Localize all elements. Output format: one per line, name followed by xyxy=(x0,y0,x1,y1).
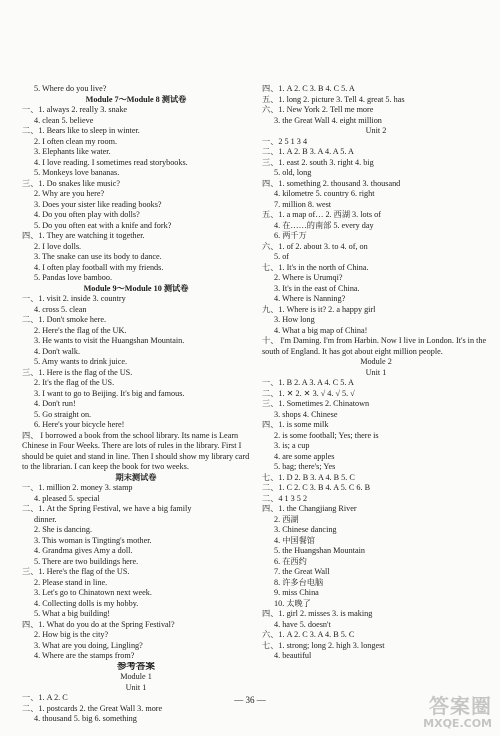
answer-line: 9. miss China xyxy=(274,588,319,597)
answer-line: 四、1. is some milk xyxy=(262,420,329,429)
answer-line: 4. Collecting dolls is my hobby. xyxy=(34,598,139,608)
answer-line: Unit 1 xyxy=(125,682,147,692)
answer-line: Unit 2 xyxy=(365,126,387,135)
answer-line: 4. clean 5. believe xyxy=(34,115,94,125)
answer-line: 七、1. strong; long 2. high 3. longest xyxy=(262,640,385,650)
answer-line: 5. What a big building! xyxy=(34,609,111,618)
answer-line: 4. cross 5. clean xyxy=(34,304,87,314)
answer-line: Module 2 xyxy=(360,357,392,366)
answer-line: 一、1. always 2. really 3. snake xyxy=(22,105,128,114)
answer-line: 4. 中国餐馆 xyxy=(274,535,315,545)
answer-line: 3. How long xyxy=(274,315,315,324)
answer-line: 三、1. east 2. south 3. right 4. big xyxy=(262,157,374,167)
answer-line: 3. He wants to visit the Huangshan Mountain. xyxy=(34,336,185,345)
answer-line: 4. are some apples xyxy=(274,451,335,461)
answer-line: 2. 西湖 xyxy=(274,514,299,524)
answer-line: 2. How big is the city? xyxy=(34,630,109,639)
answer-line: 3. Let's go to Chinatown next week. xyxy=(34,588,152,597)
answer-line: 四、1. They are watching it together. xyxy=(22,231,145,240)
answer-line: 二、1. postcards 2. the Great Wall 3. more xyxy=(22,703,163,713)
answer-line: 7. million 8. west xyxy=(274,199,332,209)
answer-line: Module 9～Module 10 测试卷 xyxy=(83,283,189,293)
answer-line: 二、1. A 2. B 3. A 4. A 5. A xyxy=(262,147,354,156)
page-number: — 36 — xyxy=(234,695,266,705)
answer-line: 4. beautiful xyxy=(274,651,312,660)
answer-line: 六、1. of 2. about 3. to 4. of, on xyxy=(262,241,368,251)
answer-line: 四、1. something 2. thousand 3. thousand xyxy=(262,178,401,188)
watermark-logo xyxy=(414,690,496,730)
answer-line: 十、 I'm Daming. I'm from Harbin. Now I live in London. It's in the south of England. It has got about eight million people. xyxy=(262,336,487,356)
answer-line: 5. Where do you live? xyxy=(34,84,107,93)
answer-line: 二、1. At the Spring Festival, we have a big family xyxy=(22,504,192,513)
answer-line: 三、1. Here's the flag of the US. xyxy=(22,567,130,576)
answer-line: 四、 I borrowed a book from the school library. Its name is Learn Chinese in Four Weeks. There are lots of rules in the library. First I should be quiet and stand in line. Then I should show my library card to the librarian. I can keep the book for two weeks. xyxy=(22,430,250,471)
answer-line: 3. I want to go to Beijing. It's big and famous. xyxy=(34,388,185,398)
answer-line: Module 7～Module 8 测试卷 xyxy=(85,94,187,104)
answer-line: 2. Here's the flag of the UK. xyxy=(34,325,127,335)
answer-line: 3. Elephants like water. xyxy=(34,147,111,156)
answer-line: 5. Amy wants to drink juice. xyxy=(34,357,128,366)
answer-line: 四、1. A 2. C 3. B 4. C 5. A xyxy=(262,84,355,93)
answer-line: 3. This woman is Tingting's mother. xyxy=(34,535,152,545)
left-column xyxy=(22,84,250,725)
answer-line: 4. Grandma gives Amy a doll. xyxy=(34,546,133,555)
answer-line: 5. There are two buildings here. xyxy=(34,556,139,566)
answer-line: 四、1. What do you do at the Spring Festival? xyxy=(22,619,175,629)
answer-line: 10. 太晚了 xyxy=(274,598,311,608)
answer-line: 4. have 5. doesn't xyxy=(274,619,331,629)
answer-line: 2. It's the flag of the US. xyxy=(34,378,115,387)
answer-line: 4. Where is Nanning? xyxy=(274,294,346,303)
answer-line: 五、1. a map of… 2. 西湖 3. lots of xyxy=(262,210,381,219)
answer-line: 三、1. Do snakes like music? xyxy=(22,178,121,188)
answer-line: 三、1. Here is the flag of the US. xyxy=(22,367,133,377)
answer-line: 四、1. girl 2. misses 3. is making xyxy=(262,609,373,618)
answer-line: 一、1. visit 2. inside 3. country xyxy=(22,294,126,303)
answer-line: 3. shops 4. Chinese xyxy=(274,409,338,419)
answer-line: 4. thousand 5. big 6. something xyxy=(34,714,137,723)
answer-line: 5. Monkeys love bananas. xyxy=(34,168,120,177)
answer-line: 7. the Great Wall xyxy=(274,567,330,576)
answer-line: 3. It's in the east of China. xyxy=(274,283,360,293)
answer-line: 4. pleased 5. special xyxy=(34,493,100,503)
answer-line: 4. Where are the stamps from? xyxy=(34,651,135,660)
answer-line: 3. is; a cup xyxy=(274,441,310,450)
answer-line: 2. Why are you here? xyxy=(34,189,105,198)
answer-line: 5. bag; there's; Yes xyxy=(274,462,336,471)
answer-line: 4. Don't walk. xyxy=(34,346,81,356)
answer-line: 四、1. the Changjiang River xyxy=(262,504,357,513)
answer-line: 5. old, long xyxy=(274,168,312,177)
answer-line: 4. What a big map of China! xyxy=(274,325,368,335)
answer-line: 3. Does your sister like reading books? xyxy=(34,199,162,209)
watermark-text: 答案圈 xyxy=(429,694,492,718)
answer-line: 8. 许多台电脑 xyxy=(274,577,324,587)
answer-line: 3. The snake can use its body to dance. xyxy=(34,252,162,261)
answer-line: 4. I love reading. I sometimes read storybooks. xyxy=(34,157,188,167)
answer-line: 2. Please stand in line. xyxy=(34,577,108,587)
answer-line: 一、2 5 1 3 4 xyxy=(262,136,308,146)
answer-line: 一、1. A 2. C xyxy=(22,693,68,702)
answer-line: 3. What are you doing, Lingling? xyxy=(34,640,143,650)
answer-line: 5. Do you often eat with a knife and fork? xyxy=(34,220,172,230)
answer-line: 二、1. Bears like to sleep in winter. xyxy=(22,126,140,135)
answer-line: 4. I often play football with my friends. xyxy=(34,262,164,272)
answer-line: 3. the Great Wall 4. eight million xyxy=(274,115,382,125)
answer-line: 一、1. million 2. money 3. stamp xyxy=(22,483,133,492)
answer-line: 4. 在……的南部 5. every day xyxy=(274,220,374,230)
answer-line: 4. kilometre 5. country 6. right xyxy=(274,189,375,198)
answer-line: 2. She is dancing. xyxy=(34,525,92,534)
answer-line: Unit 1 xyxy=(365,367,387,377)
answer-line: 5. the Huangshan Mountain xyxy=(274,546,365,555)
answer-line: 4. Don't run! xyxy=(34,399,76,408)
answer-line: 6. 在西约 xyxy=(274,556,307,566)
watermark-url: MXQE.COM xyxy=(423,717,492,730)
answer-line: 七、1. D 2. B 3. A 4. B 5. C xyxy=(262,472,355,482)
answer-line: 6. 两千万 xyxy=(274,231,307,240)
answer-line: 二、4 1 3 5 2 xyxy=(262,493,308,503)
answer-line: 六、1. A 2. C 3. A 4. B 5. C xyxy=(262,630,355,639)
answer-line: 二、1. ✕ 2. ✕ 3. √ 4. √ 5. √ xyxy=(262,388,355,398)
answer-line: 期末测试卷 xyxy=(115,472,157,482)
answer-line: Module 1 xyxy=(120,672,152,681)
answer-line: 六、1. New York 2. Tell me more xyxy=(262,105,374,114)
answer-line: 5. Go straight on. xyxy=(34,409,92,419)
answer-line: 5. Pandas love bamboo. xyxy=(34,273,112,282)
answer-line: 二、1. C 2. C 3. B 4. A 5. C 6. B xyxy=(262,483,371,492)
answer-line: 参考答案 xyxy=(116,661,155,672)
answer-line: 一、1. B 2. A 3. A 4. C 5. A xyxy=(262,378,354,387)
answer-line: 五、1. long 2. picture 3. Tell 4. great 5. has xyxy=(262,94,405,104)
answer-line: 2. I often clean my room. xyxy=(34,136,117,146)
answer-line: 二、1. Don't smoke here. xyxy=(22,315,107,324)
answer-line: 6. Here's your bicycle here! xyxy=(34,420,125,429)
right-column xyxy=(262,84,490,662)
answer-line: 七、1. It's in the north of China. xyxy=(262,262,369,272)
answer-line: 九、1. Where is it? 2. a happy girl xyxy=(262,304,376,314)
answer-line: dinner. xyxy=(34,514,57,524)
answer-line: 2. I love dolls. xyxy=(34,241,82,251)
answer-line: 三、1. Sometimes 2. Chinatown xyxy=(262,399,370,408)
answer-line: 4. Do you often play with dolls? xyxy=(34,210,140,219)
answer-line: 2. is some football; Yes; there is xyxy=(274,430,379,440)
answer-line: 5. of xyxy=(274,252,290,261)
answer-line: 2. Where is Urumqi? xyxy=(274,273,343,282)
answer-line: 3. Chinese dancing xyxy=(274,525,337,534)
